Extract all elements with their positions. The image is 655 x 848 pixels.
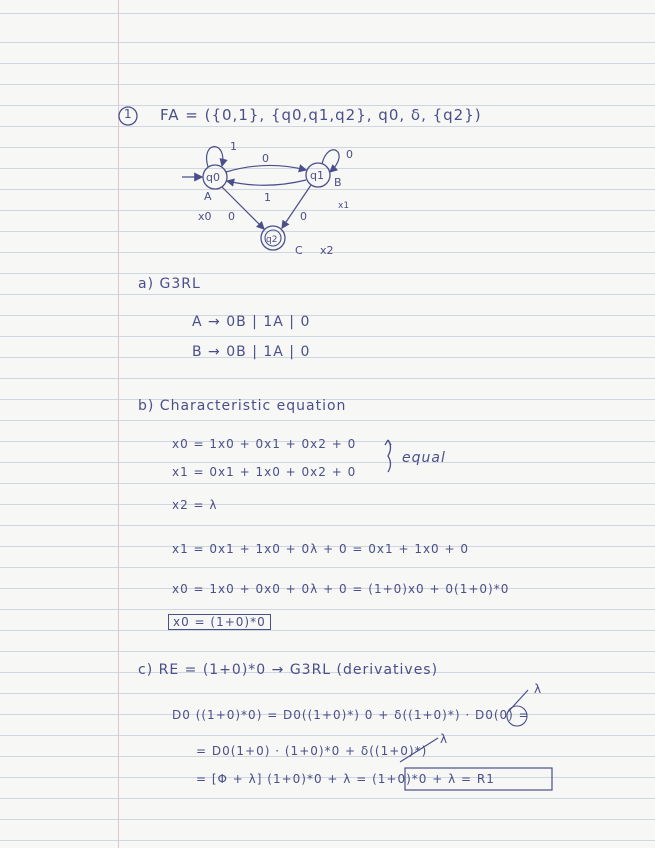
edge-q1-q0 xyxy=(227,180,306,185)
edge-label-q1-q2: 0 xyxy=(300,210,307,223)
equal-arrow xyxy=(385,440,391,445)
edge-label-loop-q1: 0 xyxy=(346,148,353,161)
edge-label-q1-q0: 1 xyxy=(264,191,271,204)
margin-line xyxy=(118,0,119,848)
loop-q0 xyxy=(207,147,223,167)
state-diagram xyxy=(170,130,400,270)
state-q2-label: C xyxy=(295,244,303,257)
part-c-line-1: D0 ((1+0)*0) = D0((1+0)*) 0 + δ((1+0)*) · D0(0) = xyxy=(172,708,530,722)
part-b-heading: b) Characteristic equation xyxy=(138,398,347,414)
part-c-line-2: = D0(1+0) · (1+0)*0 + δ((1+0)*) xyxy=(196,744,428,758)
part-b-derivation-2: x0 = 1x0 + 0x0 + 0λ + 0 = (1+0)x0 + 0(1+0)*0 xyxy=(172,582,510,596)
edge-label-loop-q0: 1 xyxy=(230,140,237,153)
part-c-heading: c) RE = (1+0)*0 → G3RL (derivatives) xyxy=(138,662,439,678)
part-c-lambda-mark-2: λ xyxy=(440,732,449,746)
state-q2-var: x2 xyxy=(320,244,334,257)
edge-label-q0-q2: 0 xyxy=(228,210,235,223)
part-a-rule-1: A → 0B | 1A | 0 xyxy=(192,314,311,330)
part-b-derivation-1: x1 = 0x1 + 1x0 + 0λ + 0 = 0x1 + 1x0 + 0 xyxy=(172,542,470,556)
state-q2-name: q2 xyxy=(266,235,278,245)
problem-number: 1 xyxy=(124,107,133,121)
part-a-heading: a) G3RL xyxy=(138,276,201,292)
part-b-equation-1: x0 = 1x0 + 0x1 + 0x2 + 0 xyxy=(172,437,357,451)
loop-q1 xyxy=(322,150,339,172)
state-q0-var: x0 xyxy=(198,210,212,223)
state-q1-name: q1 xyxy=(310,169,324,182)
edge-q0-q1 xyxy=(226,165,306,172)
equal-brace xyxy=(388,440,391,472)
part-b-result: x0 = (1+0)*0 xyxy=(168,614,271,630)
part-c-lambda-mark: λ xyxy=(534,682,543,696)
state-q1-var: x1 xyxy=(338,201,350,211)
part-b-equation-3: x2 = λ xyxy=(172,498,218,512)
fa-definition: FA = ({0,1}, {q0,q1,q2}, q0, δ, {q2}) xyxy=(160,106,482,124)
part-b-equation-2: x1 = 0x1 + 1x0 + 0x2 + 0 xyxy=(172,465,357,479)
state-q1-label: B xyxy=(334,176,342,189)
state-q0-label: A xyxy=(204,190,212,203)
state-q0-name: q0 xyxy=(206,171,220,184)
part-a-rule-2: B → 0B | 1A | 0 xyxy=(192,344,311,360)
part-c-line-3: = [Φ + λ] (1+0)*0 + λ = (1+0)*0 + λ = R1 xyxy=(196,772,495,786)
part-b-equal-note: equal xyxy=(402,450,446,466)
edge-label-q0-q1: 0 xyxy=(262,152,269,165)
